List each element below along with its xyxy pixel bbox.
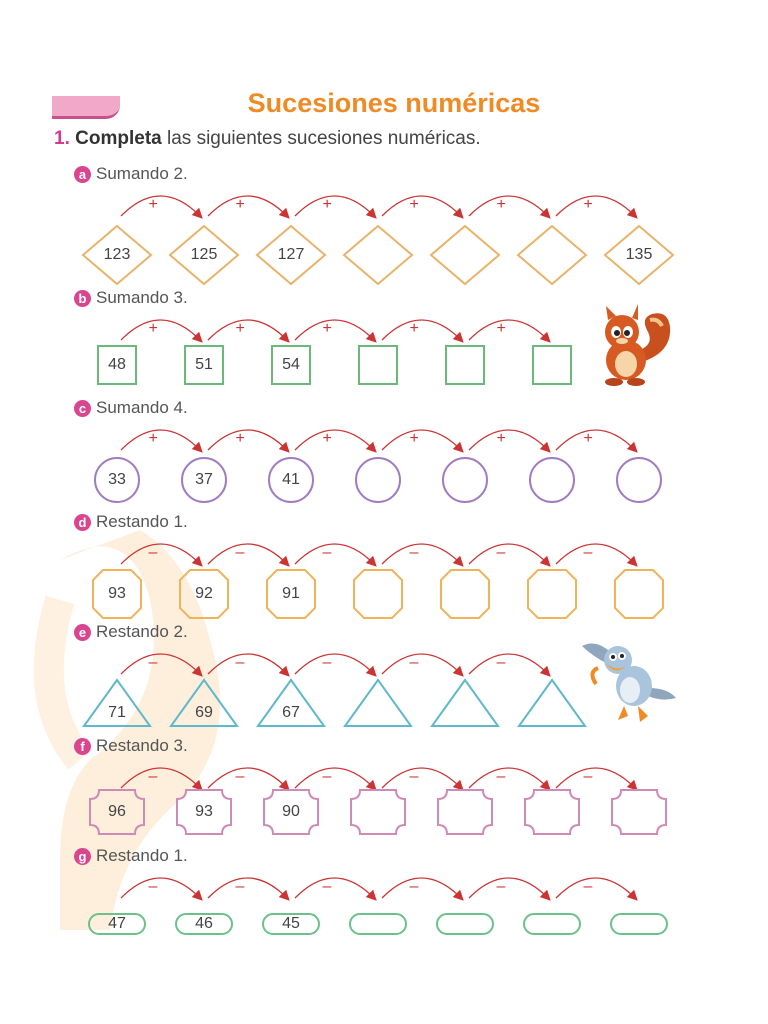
arrow-arc [469,320,548,340]
operator-sign: – [583,768,593,785]
instruction [54,128,481,150]
exercise-c [0,398,768,508]
arrow-arc [382,320,461,340]
operator-sign: – [409,878,419,895]
sequence-cell [93,456,141,504]
operator-sign: + [235,320,245,337]
sequence-blank-input[interactable] [349,788,407,836]
arrow-arc [382,654,461,674]
sequence-cell [255,224,327,286]
operator-sign: – [583,544,593,561]
arrow-arc [382,430,461,450]
operator-sign: + [235,196,245,213]
sequence-blank-input[interactable] [439,568,491,620]
arrow-arc [469,544,548,564]
arrow-arc [295,654,374,674]
instruction-bold: Completa [75,128,162,149]
arrow-arc [295,320,374,340]
operator-sign: + [409,320,419,337]
sequence-cell [169,678,239,728]
arrow-arc [208,768,287,788]
operator-sign: – [496,654,506,671]
sequence-blank-input[interactable] [517,678,587,728]
exercise-f [0,736,768,846]
operator-sign: + [322,196,332,213]
exercise-rule: Sumando 2. [96,164,188,183]
arrow-arc [121,654,200,674]
arrow-arc [208,320,287,340]
operator-sign: + [583,430,593,447]
squirrel-icon [592,302,678,388]
sequence-value: 67 [282,704,300,721]
sequence-blank-input[interactable] [615,456,663,504]
bird-icon [578,632,678,724]
sequence-blank-input[interactable] [436,788,494,836]
exercise-rule: Restando 1. [96,846,188,865]
operator-sign: + [496,320,506,337]
sequence-blank-input[interactable] [441,456,489,504]
operator-sign: + [409,430,419,447]
operator-sign: + [148,320,158,337]
sequence-cell [81,224,153,286]
arrow-arc [556,768,635,788]
operator-sign: – [148,544,158,561]
sequence-value: 125 [190,246,218,263]
arrow-arc [295,768,374,788]
arrow-arc [556,878,635,898]
arrow-arcs [0,178,768,228]
exercise-rule: Sumando 4. [96,398,188,417]
operator-sign: – [409,544,419,561]
sequence-cell [87,912,147,936]
sequence-blank-input[interactable] [526,568,578,620]
sequence-cell [256,678,326,728]
sequence-blank-input[interactable] [357,344,399,386]
sequence-blank-input[interactable] [354,456,402,504]
exercise-rule: Sumando 3. [96,288,188,307]
sequence-blank-input[interactable] [522,912,582,936]
sequence-value: 96 [108,803,126,820]
exercise-letter: d [74,514,91,531]
sequence-cell [168,224,240,286]
exercise-letter: c [74,400,91,417]
exercise-letter: e [74,624,91,641]
arrow-arc [121,430,200,450]
sequence-blank-input[interactable] [528,456,576,504]
exercise-g [0,846,768,956]
sequence-cell [603,224,675,286]
arrow-arc [121,544,200,564]
arrow-arc [556,196,635,216]
arrow-arc [469,196,548,216]
exercise-letter: g [74,848,91,865]
sequence-value: 127 [277,246,305,263]
operator-sign: + [148,196,158,213]
sequence-value: 54 [282,356,300,373]
operator-sign: – [496,768,506,785]
arrow-arc [382,196,461,216]
sequence-cell [262,788,320,836]
sequence-blank-input[interactable] [609,912,669,936]
sequence-blank-input[interactable] [342,224,414,286]
operator-sign: – [235,654,245,671]
sequence-blank-input[interactable] [531,344,573,386]
sequence-value: 51 [195,356,213,373]
exercise-letter: a [74,166,91,183]
arrow-arc [556,430,635,450]
sequence-value: 46 [195,915,213,932]
instruction-text: las siguientes sucesiones numéricas. [161,128,481,149]
sequence-value: 123 [103,246,131,263]
arrow-arc [295,544,374,564]
arrow-arc [208,654,287,674]
operator-sign: – [496,544,506,561]
instruction-number: 1. [54,128,70,149]
sequence-blank-input[interactable] [610,788,668,836]
sequence-blank-input[interactable] [352,568,404,620]
exercise-letter: f [74,738,91,755]
arrow-arc [208,196,287,216]
sequence-blank-input[interactable] [348,912,408,936]
arrow-arc [469,430,548,450]
arrow-arc [121,878,200,898]
arrow-arc [295,878,374,898]
arrow-arcs [0,412,768,462]
arrow-arc [121,320,200,340]
arrow-arc [208,878,287,898]
operator-sign: + [496,430,506,447]
operator-sign: – [409,768,419,785]
sequence-cell [267,456,315,504]
arrow-arc [469,654,548,674]
sequence-blank-input[interactable] [613,568,665,620]
sequence-value: 93 [195,803,213,820]
sequence-value: 45 [282,915,300,932]
operator-sign: + [496,196,506,213]
sequence-value: 92 [195,585,213,602]
sequence-cell [174,912,234,936]
sequence-cell [96,344,138,386]
operator-sign: + [322,320,332,337]
operator-sign: – [322,654,332,671]
arrow-arc [121,768,200,788]
operator-sign: – [148,654,158,671]
exercise-d [0,512,768,622]
operator-sign: + [322,430,332,447]
operator-sign: – [322,768,332,785]
sequence-blank-input[interactable] [444,344,486,386]
operator-sign: – [235,878,245,895]
sequence-cell [261,912,321,936]
sequence-value: 71 [108,704,126,721]
arrow-arc [469,768,548,788]
operator-sign: – [409,654,419,671]
operator-sign: – [322,544,332,561]
sequence-value: 41 [282,471,300,488]
operator-sign: + [409,196,419,213]
operator-sign: + [583,196,593,213]
sequence-value: 69 [195,704,213,721]
sequence-cell [183,344,225,386]
exercise-a [0,164,768,274]
operator-sign: – [583,878,593,895]
page-title: Sucesiones numéricas [247,88,541,118]
exercise-rule: Restando 3. [96,736,188,755]
exercise-rule: Restando 1. [96,512,188,531]
sequence-value: 33 [108,471,126,488]
sequence-cell [175,788,233,836]
operator-sign: – [148,768,158,785]
sequence-value: 90 [282,803,300,820]
sequence-value: 93 [108,585,126,602]
operator-sign: + [235,430,245,447]
arrow-arc [556,544,635,564]
sequence-blank-input[interactable] [523,788,581,836]
arrow-arc [469,878,548,898]
arrow-arc [208,430,287,450]
operator-sign: – [322,878,332,895]
sequence-value: 48 [108,356,126,373]
sequence-cell [180,456,228,504]
arrow-arc [208,544,287,564]
sequence-blank-input[interactable] [343,678,413,728]
sequence-value: 135 [625,246,653,263]
arrow-arc [295,430,374,450]
arrow-arc [295,196,374,216]
arrow-arcs [0,860,768,910]
sequence-cell [270,344,312,386]
sequence-cell [82,678,152,728]
sequence-blank-input[interactable] [430,678,500,728]
exercise-letter: b [74,290,91,307]
sequence-blank-input[interactable] [429,224,501,286]
operator-sign: – [148,878,158,895]
arrow-arc [382,878,461,898]
sequence-cell [178,568,230,620]
sequence-value: 37 [195,471,213,488]
sequence-blank-input[interactable] [435,912,495,936]
sequence-cell [91,568,143,620]
sequence-cell [88,788,146,836]
operator-sign: – [235,768,245,785]
arrow-arc [382,768,461,788]
sequence-cell [265,568,317,620]
sequence-value: 91 [282,585,300,602]
operator-sign: – [496,878,506,895]
arrow-arc [121,196,200,216]
sequence-blank-input[interactable] [516,224,588,286]
sequence-value: 47 [108,915,126,932]
arrow-arc [382,544,461,564]
operator-sign: – [235,544,245,561]
exercise-rule: Restando 2. [96,622,188,641]
operator-sign: + [148,430,158,447]
